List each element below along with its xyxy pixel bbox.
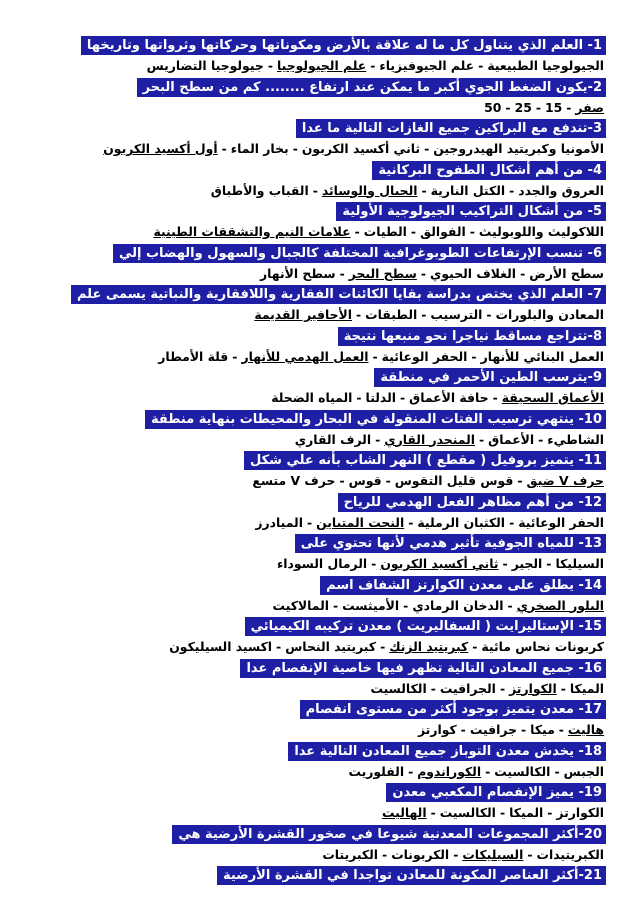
- option-separator: -: [232, 348, 238, 364]
- answer-option: جرافيت: [469, 722, 518, 737]
- correct-option: البلور الصخري: [516, 597, 604, 613]
- option-separator: -: [372, 348, 378, 364]
- option-separator: -: [221, 141, 227, 156]
- question-text: 16- جميع المعادن التالية تظهر فيها خاصية الإنفصام عدا: [240, 659, 606, 678]
- question-text: 17- معدن يتميز بوجود أكثر من مستوى انفصام: [300, 700, 606, 719]
- answer-option: الحفر الوعائية: [518, 514, 604, 530]
- answer-option: الدلتا: [365, 390, 396, 405]
- answer-option: سطح الأنهار: [260, 265, 336, 281]
- answer-option: الجبس: [563, 763, 604, 779]
- question-row: [0, 576, 638, 596]
- answer-option: الكالسيت: [494, 763, 551, 779]
- option-separator: -: [566, 99, 572, 115]
- option-separator: -: [356, 307, 362, 322]
- answer-options: [14, 388, 604, 407]
- option-separator: -: [520, 265, 526, 281]
- correct-option: الأعماق السحيقة: [501, 390, 604, 405]
- option-separator: -: [499, 680, 506, 696]
- answer-options: [14, 471, 604, 490]
- answer-option: حرف V متسع: [252, 473, 336, 488]
- answer-option: الطيات: [363, 224, 407, 239]
- answer-option: الأميثست: [342, 597, 400, 613]
- question-row: [0, 534, 638, 554]
- answer-option: جيولوجيا التضاريس: [146, 58, 264, 73]
- answer-option: حافة الأعماق: [409, 390, 489, 405]
- question-row: [0, 368, 638, 388]
- option-separator: -: [505, 99, 511, 115]
- question-row: [0, 700, 638, 720]
- answer-option: الأمونيا وكبريتيد الهيدروجين: [433, 141, 604, 156]
- correct-option: أول أكسيد الكربون: [103, 141, 218, 156]
- option-separator: -: [375, 431, 381, 447]
- option-separator: -: [554, 763, 560, 779]
- answer-option: اكسيد السيليكون: [169, 639, 273, 654]
- answer-option: كوارتز: [417, 722, 457, 737]
- answer-options: [14, 637, 604, 656]
- question-row: [0, 410, 638, 430]
- answer-options: [14, 845, 604, 864]
- answer-option: السيليكا: [555, 556, 604, 571]
- answer-option: الكتل النارية: [430, 182, 506, 198]
- answer-options: [14, 803, 604, 822]
- option-separator: -: [410, 224, 417, 239]
- option-separator: -: [492, 390, 498, 405]
- answer-option: الأعماق: [488, 431, 535, 447]
- answer-option: المالاكيت: [272, 597, 329, 613]
- option-separator: -: [382, 846, 388, 862]
- answer-option: المياه الضحلة: [271, 390, 353, 405]
- correct-option: علامات النيم والتشققات الطينية: [153, 224, 351, 239]
- option-separator: -: [333, 597, 339, 613]
- option-separator: -: [356, 390, 362, 405]
- option-separator: -: [509, 182, 515, 198]
- option-separator: -: [535, 99, 541, 115]
- question-text: 19- يميز الإنفصام المكعبي معدن: [386, 783, 606, 802]
- question-row: [0, 493, 638, 513]
- answer-options: [14, 222, 604, 241]
- option-separator: -: [399, 390, 406, 405]
- answer-option: الدخان الرمادي: [412, 597, 504, 613]
- option-separator: -: [430, 680, 436, 696]
- question-text: 6- تنسب الإرتفاعات الطوبوغرافية المختلفة كالجبال والسهول والهضاب إلي: [113, 244, 606, 263]
- answer-option: المعادن والبلورات: [495, 307, 604, 322]
- option-separator: -: [560, 680, 566, 696]
- answer-options: [14, 139, 604, 158]
- answer-option: كربونات نحاس مائية: [481, 639, 604, 654]
- answer-option: القباب والأطباق: [210, 182, 309, 198]
- answer-option: الفلوريت: [348, 763, 405, 779]
- answer-option: الترسيب: [430, 307, 483, 322]
- question-row: [0, 451, 638, 471]
- correct-option: الكوراندوم: [417, 763, 482, 779]
- question-text: 4- من أهم أشكال الطفوح البركانية: [372, 161, 606, 180]
- option-separator: -: [371, 556, 377, 571]
- answer-option: الميكا: [509, 805, 544, 820]
- answer-options: [14, 98, 604, 117]
- answer-option: الكربونات: [391, 846, 450, 862]
- option-separator: -: [292, 141, 298, 156]
- answer-options: [14, 596, 604, 615]
- correct-option: المنحدر القاري: [384, 431, 475, 447]
- correct-option: الحبال والوسائد: [321, 182, 418, 198]
- question-row: [0, 866, 638, 886]
- correct-option: كبريتيد الزنك: [389, 639, 469, 654]
- correct-option: العمل الهدمي للأنهار: [241, 348, 369, 364]
- question-text: 2-يكون الضغط الجوي أكبر ما يمكن عند ارتفاع ........ كم من سطح البحر: [137, 78, 606, 97]
- answer-option: الشاطيء: [547, 431, 604, 447]
- answer-options: [14, 347, 604, 366]
- answer-option: 25: [514, 99, 532, 115]
- answer-option: بخار الماء: [230, 141, 289, 156]
- answer-option: قلة الأمطار: [158, 348, 229, 364]
- question-text: 21-أكثر العناصر المكونة للمعادن تواجدا في القشرة الأرضية: [217, 866, 606, 885]
- answer-options: [14, 56, 604, 75]
- answer-option: الكالسيت: [439, 805, 496, 820]
- option-separator: -: [408, 763, 414, 779]
- correct-option: صفر: [575, 99, 604, 115]
- answer-option: كبريتيد النحاس: [285, 639, 377, 654]
- answer-option: سطح الأرض: [529, 265, 604, 281]
- question-text: 8-تتراجع مساقط نياجرا نحو منبعها نتيجة: [338, 327, 606, 346]
- option-separator: -: [469, 224, 475, 239]
- question-row: [0, 78, 638, 98]
- correct-option: ثاني أكسيد الكربون: [380, 556, 499, 571]
- question-row: [0, 825, 638, 845]
- option-separator: -: [267, 58, 273, 73]
- correct-option: النحت المتباين: [316, 514, 405, 530]
- answer-option: العروق والجدد: [518, 182, 604, 198]
- correct-option: الكوارتز: [509, 680, 557, 696]
- question-text: 15- الإستاليرايت ( السفاليريت ) معدن تركيبه الكيميائي: [245, 617, 606, 636]
- option-separator: -: [339, 265, 345, 281]
- answer-options: [14, 720, 604, 739]
- correct-option: الأحافير القديمة: [254, 307, 353, 322]
- answer-option: الكوارتز: [556, 805, 604, 820]
- question-text: 3-تندفع مع البراكين جميع الغازات التالية ما عدا: [296, 119, 606, 138]
- answer-options: [14, 513, 604, 532]
- option-separator: -: [521, 722, 527, 737]
- answer-options: [14, 305, 604, 324]
- option-separator: -: [527, 846, 533, 862]
- question-row: [0, 202, 638, 222]
- answer-option: الميكا: [569, 680, 604, 696]
- option-separator: -: [479, 431, 485, 447]
- answer-options: [14, 430, 604, 449]
- question-row: [0, 742, 638, 762]
- option-separator: -: [558, 722, 564, 737]
- question-text: 10- ينتهي ترسيب الفتات المنقولة في البحار والمحيطات بنهاية منطقة: [145, 410, 606, 429]
- option-separator: -: [546, 556, 552, 571]
- answer-option: الغلاف الحيوي: [430, 265, 517, 281]
- answer-option: الكثبان الرملية: [417, 514, 506, 530]
- answer-option: اللاكوليث واللوبوليث: [478, 224, 604, 239]
- option-separator: -: [403, 597, 409, 613]
- option-separator: -: [339, 473, 345, 488]
- question-text: 13- للمياه الجوفية تأثير هدمي لأنها تحتوي على: [295, 534, 606, 553]
- option-separator: -: [380, 639, 386, 654]
- question-text: 14- يطلق على معدن الكوارتز الشفاف اسم: [320, 576, 606, 595]
- question-row: [0, 285, 638, 305]
- answer-option: قوس قليل التقوس: [394, 473, 514, 488]
- option-separator: -: [312, 182, 318, 198]
- option-separator: -: [306, 514, 313, 530]
- option-separator: -: [507, 597, 513, 613]
- answer-option: الفوالق: [420, 224, 466, 239]
- option-separator: -: [509, 514, 515, 530]
- option-separator: -: [499, 805, 506, 820]
- option-separator: -: [430, 805, 436, 820]
- option-separator: -: [538, 431, 544, 447]
- answer-option: الطبقات: [365, 307, 418, 322]
- answer-option: الجير: [511, 556, 543, 571]
- answer-option: الرمال السوداء: [276, 556, 368, 571]
- answer-option: الكالسيت: [370, 680, 427, 696]
- option-separator: -: [460, 722, 466, 737]
- question-row: [0, 36, 638, 56]
- correct-option: السيليكات: [462, 846, 524, 862]
- answer-option: الجرافيت: [439, 680, 496, 696]
- option-separator: -: [276, 639, 282, 654]
- option-separator: -: [453, 846, 459, 862]
- question-text: 12- من أهم مظاهر الفعل الهدمي للرياح: [338, 493, 606, 512]
- answer-option: الحفر الوعائية: [381, 348, 468, 364]
- question-text: 1- العلم الذي يتناول كل ما له علاقة بالأرض ومكوناتها وحركاتها وثرواتها وتاريخها: [81, 36, 606, 55]
- question-text: 20-أكثر المجموعات المعدنية شيوعا في صخور القشرة الأرضية هي: [172, 825, 606, 844]
- answer-option: 15: [544, 99, 563, 115]
- answer-option: الجيولوجيا الطبيعية: [487, 58, 604, 73]
- answer-option: الرف القاري: [294, 431, 372, 447]
- correct-option: حرف V ضيق: [526, 473, 604, 488]
- question-row: [0, 783, 638, 803]
- answer-option: الكبريتيدات: [536, 846, 604, 862]
- question-text: 11- يتميز بروفيل ( مقطع ) النهر الشاب بأنه علي شكل: [244, 451, 606, 470]
- question-row: [0, 244, 638, 264]
- correct-option: سطح البحر: [348, 265, 417, 281]
- question-row: [0, 161, 638, 181]
- option-separator: -: [420, 265, 427, 281]
- answer-options: [14, 679, 604, 698]
- option-separator: -: [354, 224, 360, 239]
- correct-option: هاليت: [567, 722, 604, 737]
- question-text: 5- من أشكال التراكيب الجيولوجية الأولية: [336, 202, 606, 221]
- question-row: [0, 327, 638, 347]
- question-text: 9-يترسب الطين الأحمر في منطقة: [374, 368, 606, 387]
- answer-option: الكبريتات: [322, 846, 379, 862]
- option-separator: -: [502, 556, 508, 571]
- question-text: 7- العلم الذي يختص بدراسة بقايا الكائنات الفقارية واللافقارية والنباتية يسمى علم: [71, 285, 606, 304]
- question-text: 18- يخدش معدن التوباز جميع المعادن التالية عدا: [288, 742, 606, 761]
- answer-option: ثاني أكسيد الكربون: [301, 141, 421, 156]
- answer-option: الميادرز: [255, 514, 303, 530]
- option-separator: -: [424, 141, 430, 156]
- answer-options: [14, 264, 604, 283]
- option-separator: -: [370, 58, 376, 73]
- answer-option: علم الجيوفيزياء: [379, 58, 475, 73]
- correct-option: الهاليت: [382, 805, 427, 820]
- option-separator: -: [471, 348, 477, 364]
- correct-option: علم الجيولوجيا: [276, 58, 367, 73]
- option-separator: -: [472, 639, 478, 654]
- answer-options: [14, 554, 604, 573]
- question-row: [0, 119, 638, 139]
- option-separator: -: [385, 473, 391, 488]
- option-separator: -: [478, 58, 484, 73]
- question-row: [0, 659, 638, 679]
- answer-options: [14, 762, 604, 781]
- option-separator: -: [517, 473, 523, 488]
- answer-options: [14, 181, 604, 200]
- option-separator: -: [485, 763, 491, 779]
- option-separator: -: [421, 182, 427, 198]
- question-row: [0, 617, 638, 637]
- answer-option: 50: [484, 99, 502, 115]
- option-separator: -: [408, 514, 414, 530]
- answer-option: العمل البنائي للأنهار: [480, 348, 604, 364]
- answer-option: ميكا: [530, 722, 555, 737]
- option-separator: -: [421, 307, 427, 322]
- answer-option: قوس: [348, 473, 382, 488]
- option-separator: -: [486, 307, 492, 322]
- option-separator: -: [547, 805, 553, 820]
